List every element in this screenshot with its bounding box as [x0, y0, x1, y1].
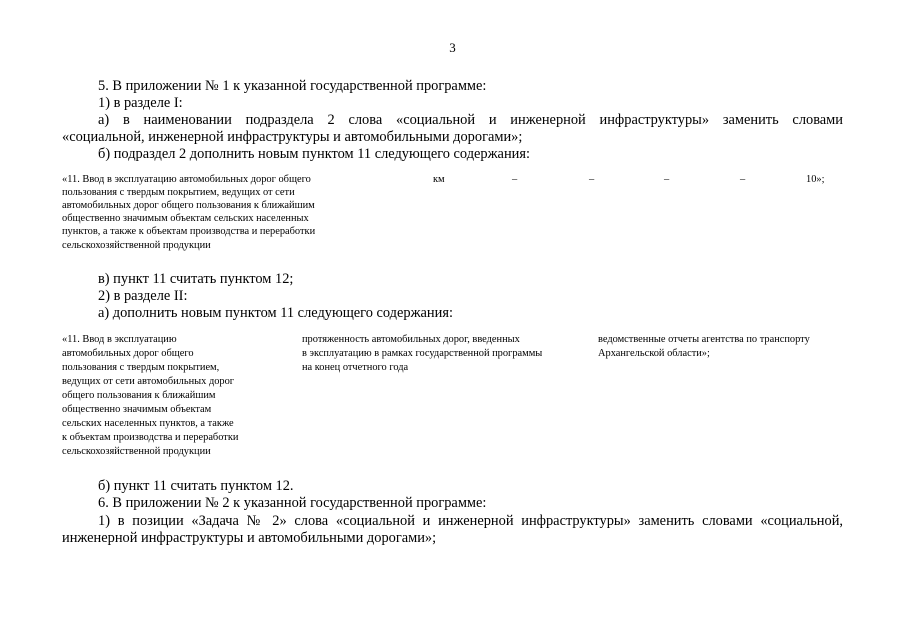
page-number: 3 [449, 40, 456, 55]
table-1-name-line: пользования с твердым покрытием, ведущих от сети [62, 187, 295, 198]
table-1-name-line: пунктов, а также к объектам производства и переработки [62, 226, 316, 237]
table-1-value: 10»; [806, 174, 825, 185]
table-2-col1-line: пользования с твердым покрытием, [62, 362, 220, 373]
table-1-name-line: автомобильных дорог общего пользования к ближайшим [62, 200, 315, 211]
item-b: б) подраздел 2 дополнить новым пунктом 11 следующего содержания: [98, 146, 530, 162]
table-2-col1-line: автомобильных дорог общего [62, 348, 194, 359]
item-2a: а) дополнить новым пунктом 11 следующего содержания: [98, 305, 453, 321]
table-2-col2-line: на конец отчетного года [302, 362, 409, 373]
item-2b: б) пункт 11 считать пунктом 12. [98, 478, 294, 494]
table-1-dash: – [589, 174, 595, 185]
item-a-line-1: а) в наименовании подраздела 2 слова «социальной и инженерной инфраструктуры» заменить словами [98, 112, 843, 128]
table-2-col1-line: «11. Ввод в эксплуатацию [62, 334, 177, 345]
table-1-name-line: «11. Ввод в эксплуатацию автомобильных дорог общего [62, 174, 311, 185]
table-1-dash: – [740, 174, 746, 185]
table-1-name-line: сельскохозяйственной продукции [62, 240, 211, 251]
table-1-dash: – [512, 174, 518, 185]
item-2-section-2: 2) в разделе II: [98, 288, 188, 304]
paragraph-6-heading: 6. В приложении № 2 к указанной государственной программе: [98, 495, 487, 511]
table-2-col1-line: к объектам производства и переработки [62, 432, 239, 443]
table-2-col1-line: сельских населенных пунктов, а также [62, 418, 234, 429]
table-2-col2-line: в эксплуатацию в рамках государственной программы [302, 348, 543, 359]
table-1-dash: – [664, 174, 670, 185]
table-1-unit: км [433, 174, 445, 185]
item-6-1-line-1: 1) в позиции «Задача № 2» слова «социальной и инженерной инфраструктуры» заменить словами «социальной, [98, 513, 843, 529]
item-1-section-1: 1) в разделе I: [98, 95, 183, 111]
item-a-line-2: «социальной, инженерной инфраструктуры и автомобильными дорогами»; [62, 129, 523, 145]
item-6-1-line-2: инженерной инфраструктуры и автомобильными дорогами»; [62, 530, 437, 546]
table-1-name-line: общественно значимым объектам сельских населенных [62, 213, 309, 224]
table-2-col2-line: протяженность автомобильных дорог, введенных [302, 334, 520, 345]
table-2-col1-line: ведущих от сети автомобильных дорог [62, 376, 235, 387]
table-2-col1-line: общего пользования к ближайшим [62, 390, 216, 401]
table-2-col1-line: сельскохозяйственной продукции [62, 446, 211, 457]
table-2-col1-line: общественно значимым объектам [62, 404, 212, 415]
table-2-col3-line: ведомственные отчеты агентства по транспорту [598, 334, 810, 345]
table-2-col3-line: Архангельской области»; [598, 348, 710, 359]
item-v: в) пункт 11 считать пунктом 12; [98, 271, 294, 287]
paragraph-5-heading: 5. В приложении № 1 к указанной государственной программе: [98, 78, 487, 94]
